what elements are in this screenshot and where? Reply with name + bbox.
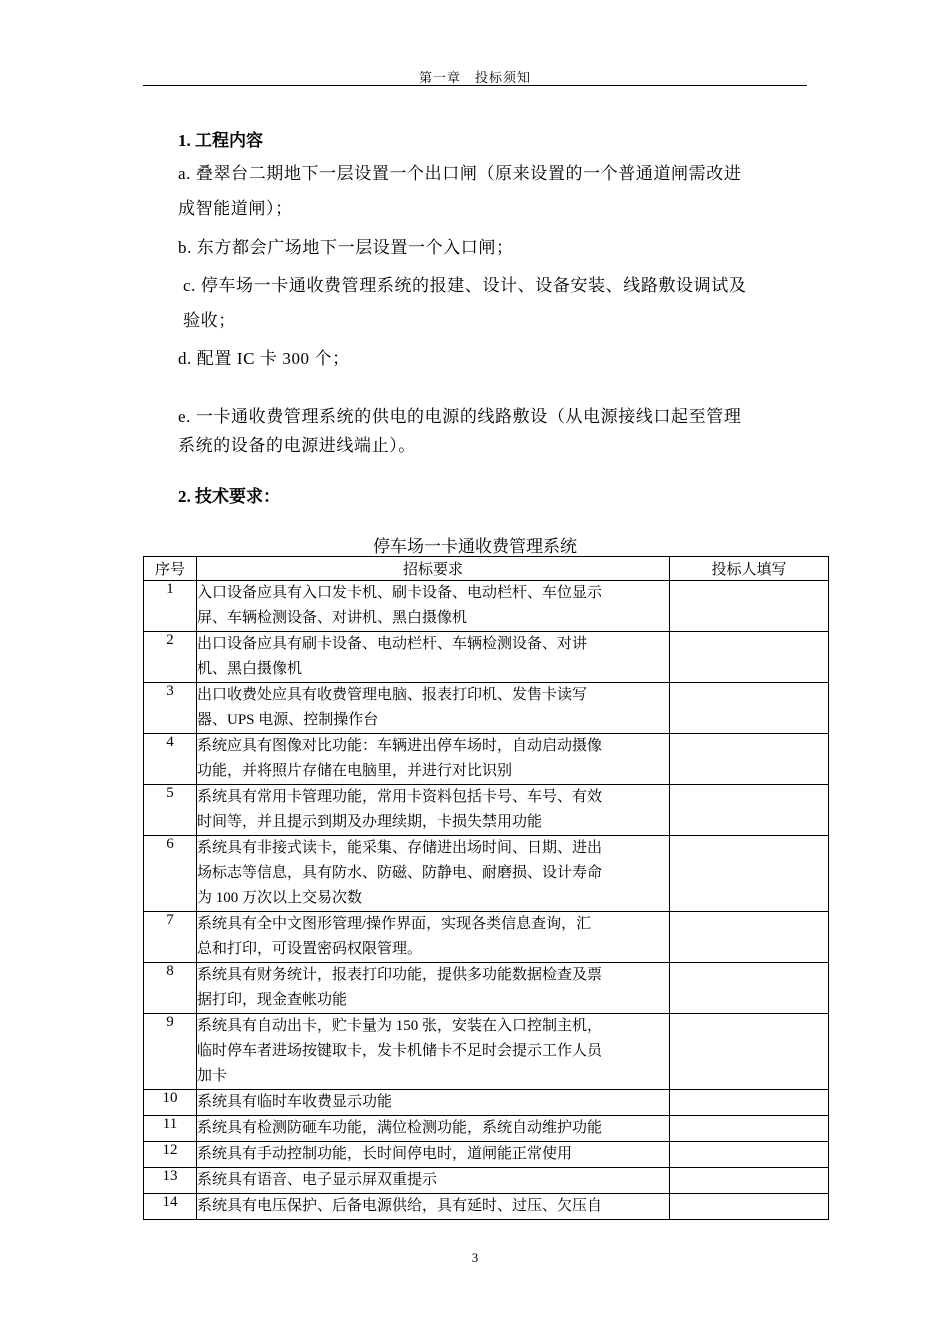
table-row — [144, 1090, 829, 1116]
table-body — [144, 581, 829, 1220]
requirement-line: 系统具有临时车收费显示功能 — [197, 1094, 393, 1110]
requirement-line: 系统具有电压保护、后备电源供给，具有延时、过压、欠压自 — [197, 1198, 603, 1214]
requirement-line: 系统具有非接式读卡，能采集、存储进出场时间、日期、进出 — [197, 840, 603, 856]
table-row — [144, 632, 829, 683]
requirement-line: 机、黑白摄像机 — [197, 661, 303, 677]
requirement-cell — [197, 963, 670, 1014]
table-row — [144, 581, 829, 632]
requirement-cell — [197, 912, 670, 963]
row-number: 4 — [144, 734, 197, 785]
table-row — [144, 836, 829, 912]
running-header: 第一章 投标须知 — [418, 70, 531, 85]
requirement-cell — [197, 1116, 670, 1142]
bidder-fill-cell[interactable] — [670, 632, 829, 683]
requirement-line: 临时停车者进场按键取卡，发卡机储卡不足时会提示工作人员 — [197, 1043, 603, 1059]
item-c — [183, 268, 746, 338]
bidder-fill-cell[interactable] — [670, 912, 829, 963]
requirement-line: 功能，并将照片存储在电脑里，并进行对比识别 — [197, 763, 513, 779]
requirement-line: 据打印，现金查帐功能 — [197, 992, 348, 1008]
requirement-cell — [197, 1090, 670, 1116]
table-header-row — [144, 557, 829, 581]
requirement-cell — [197, 1142, 670, 1168]
bidder-fill-cell[interactable] — [670, 581, 829, 632]
requirement-line: 器、UPS 电源、控制操作台 — [197, 712, 379, 728]
requirement-line: 系统具有手动控制功能，长时间停电时，道闸能正常使用 — [197, 1146, 573, 1162]
requirement-cell — [197, 1168, 670, 1194]
row-number: 2 — [144, 632, 197, 683]
table-row — [144, 1194, 829, 1220]
requirement-line: 场标志等信息，具有防水、防磁、防静电、耐磨损、设计寿命 — [197, 865, 603, 881]
requirement-line: 加卡 — [197, 1068, 228, 1084]
item-d-line-1: d. 配置 IC 卡 300 个； — [178, 349, 350, 368]
row-number: 11 — [144, 1116, 197, 1142]
requirement-cell — [197, 1194, 670, 1220]
requirements-table — [143, 556, 829, 1220]
requirement-line: 入口设备应具有入口发卡机、刷卡设备、电动栏杆、车位显示 — [197, 585, 603, 601]
section-heading-technical-requirements: 2. 技术要求： — [178, 487, 280, 506]
page-number: 3 — [471, 1250, 479, 1265]
requirement-line: 系统具有全中文图形管理/操作界面，实现各类信息查询，汇 — [197, 916, 592, 932]
table-row — [144, 1142, 829, 1168]
requirement-line: 系统具有常用卡管理功能，常用卡资料包括卡号、车号、有效 — [197, 789, 603, 805]
table-row — [144, 912, 829, 963]
row-number: 1 — [144, 581, 197, 632]
requirement-cell — [197, 785, 670, 836]
header-tender-requirement: 招标要求 — [197, 557, 670, 581]
table-row — [144, 1168, 829, 1194]
table-row — [144, 683, 829, 734]
bidder-fill-cell[interactable] — [670, 1142, 829, 1168]
item-a-line-2: 成智能道闸）； — [178, 199, 293, 218]
bidder-fill-cell[interactable] — [670, 1014, 829, 1090]
row-number: 12 — [144, 1142, 197, 1168]
requirement-cell — [197, 836, 670, 912]
header-rule — [143, 85, 807, 86]
requirement-cell — [197, 632, 670, 683]
bidder-fill-cell[interactable] — [670, 1194, 829, 1220]
section-heading-project-content: 1. 工程内容 — [178, 131, 263, 150]
table-row — [144, 1116, 829, 1142]
requirement-line: 系统具有检测防砸车功能，满位检测功能，系统自动维护功能 — [197, 1120, 603, 1136]
requirement-cell — [197, 734, 670, 785]
table-row — [144, 734, 829, 785]
bidder-fill-cell[interactable] — [670, 963, 829, 1014]
requirement-line: 系统应具有图像对比功能：车辆进出停车场时，自动启动摄像 — [197, 738, 603, 754]
requirement-line: 出口设备应具有刷卡设备、电动栏杆、车辆检测设备、对讲 — [197, 636, 588, 652]
header-bidder-fill: 投标人填写 — [670, 557, 829, 581]
requirement-line: 系统具有语音、电子显示屏双重提示 — [197, 1172, 438, 1188]
item-e — [178, 402, 741, 460]
table-title: 停车场一卡通收费管理系统 — [373, 537, 577, 556]
row-number: 10 — [144, 1090, 197, 1116]
bidder-fill-cell[interactable] — [670, 1090, 829, 1116]
item-a — [178, 156, 741, 226]
bidder-fill-cell[interactable] — [670, 734, 829, 785]
item-e-line-1: e. 一卡通收费管理系统的供电的电源的线路敷设（从电源接线口起至管理 — [178, 407, 742, 426]
requirement-line: 总和打印，可设置密码权限管理。 — [197, 941, 423, 957]
requirement-line: 屏、车辆检测设备、对讲机、黑白摄像机 — [197, 610, 468, 626]
bidder-fill-cell[interactable] — [670, 1116, 829, 1142]
item-b-line-1: b. 东方都会广场地下一层设置一个入口闸； — [178, 238, 514, 257]
requirement-line: 时间等，并且提示到期及办理续期，卡损失禁用功能 — [197, 814, 543, 830]
row-number: 6 — [144, 836, 197, 912]
item-c-line-2: 验收； — [183, 311, 236, 330]
item-d — [178, 341, 350, 376]
requirement-line: 出口收费处应具有收费管理电脑、报表打印机、发售卡读写 — [197, 687, 588, 703]
bidder-fill-cell[interactable] — [670, 836, 829, 912]
bidder-fill-cell[interactable] — [670, 785, 829, 836]
bidder-fill-cell[interactable] — [670, 1168, 829, 1194]
table-row — [144, 1014, 829, 1090]
row-number: 3 — [144, 683, 197, 734]
requirement-line: 为 100 万次以上交易次数 — [197, 890, 363, 906]
row-number: 8 — [144, 963, 197, 1014]
requirement-cell — [197, 1014, 670, 1090]
row-number: 5 — [144, 785, 197, 836]
row-number: 7 — [144, 912, 197, 963]
item-b — [178, 230, 514, 265]
bidder-fill-cell[interactable] — [670, 683, 829, 734]
requirement-line: 系统具有自动出卡，贮卡量为 150 张，安装在入口控制主机， — [197, 1018, 603, 1034]
row-number: 14 — [144, 1194, 197, 1220]
requirement-line: 系统具有财务统计，报表打印功能，提供多功能数据检查及票 — [197, 967, 603, 983]
row-number: 13 — [144, 1168, 197, 1194]
row-number: 9 — [144, 1014, 197, 1090]
item-e-line-2: 系统的设备的电源进线端止）。 — [178, 436, 416, 455]
item-a-line-1: a. 叠翠台二期地下一层设置一个出口闸（原来设置的一个普通道闸需改进 — [178, 164, 742, 183]
table-row — [144, 785, 829, 836]
header-serial-number: 序号 — [144, 557, 197, 581]
requirement-cell — [197, 581, 670, 632]
requirement-cell — [197, 683, 670, 734]
item-c-line-1: c. 停车场一卡通收费管理系统的报建、设计、设备安装、线路敷设调试及 — [183, 276, 747, 295]
table-row — [144, 963, 829, 1014]
